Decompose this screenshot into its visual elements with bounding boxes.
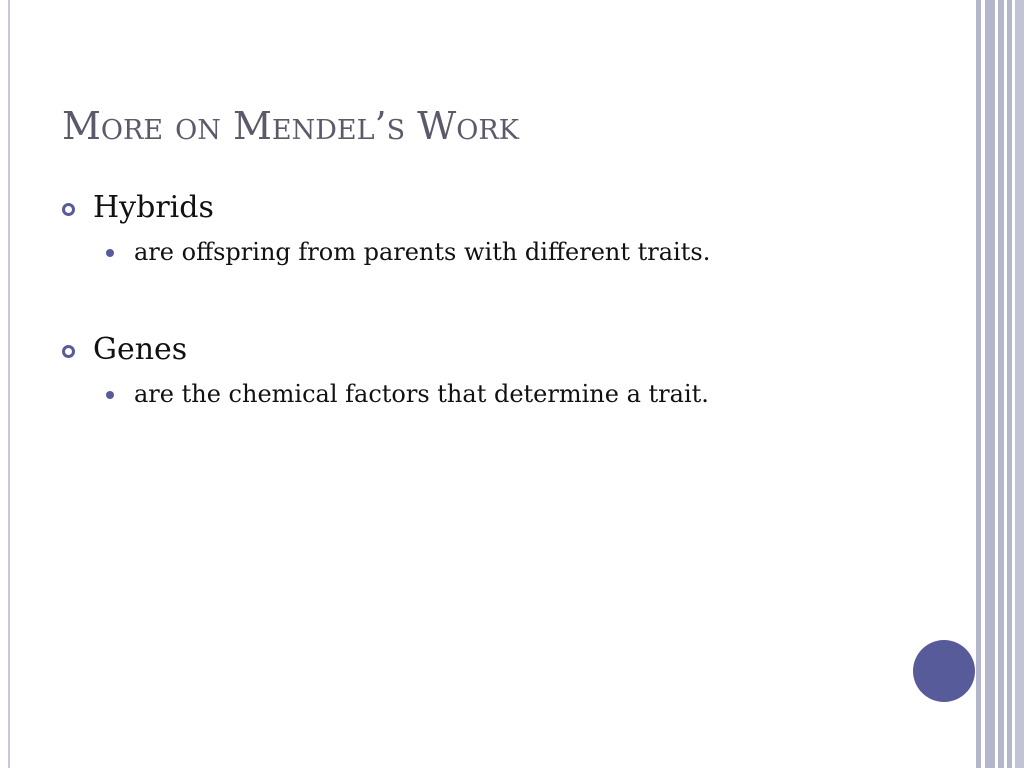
- slide-title: More on Mendel’s Work: [62, 104, 519, 148]
- bullet-heading-text: Genes: [93, 332, 188, 367]
- dot-bullet-icon: [106, 249, 114, 257]
- dot-bullet-icon: [106, 391, 114, 399]
- ring-bullet-icon: [62, 203, 75, 216]
- bullet-heading: [62, 188, 942, 228]
- stripe: [985, 0, 995, 768]
- bullet-item: [62, 188, 942, 270]
- bullet-item: [62, 330, 942, 412]
- right-decorative-stripes: [976, 0, 1024, 768]
- bullet-heading: [62, 330, 942, 370]
- decorative-circle: [913, 640, 975, 702]
- sub-bullet: [62, 376, 942, 412]
- stripe: [1015, 0, 1024, 768]
- sub-bullet-text: are offspring from parents with different traits.: [134, 238, 711, 266]
- slide-content: [62, 188, 942, 472]
- bullet-heading-text: Hybrids: [93, 190, 214, 225]
- sub-bullet-text: are the chemical factors that determine a trait.: [134, 380, 709, 408]
- left-border-line: [8, 0, 10, 768]
- ring-bullet-icon: [62, 345, 75, 358]
- sub-bullet: [62, 234, 942, 270]
